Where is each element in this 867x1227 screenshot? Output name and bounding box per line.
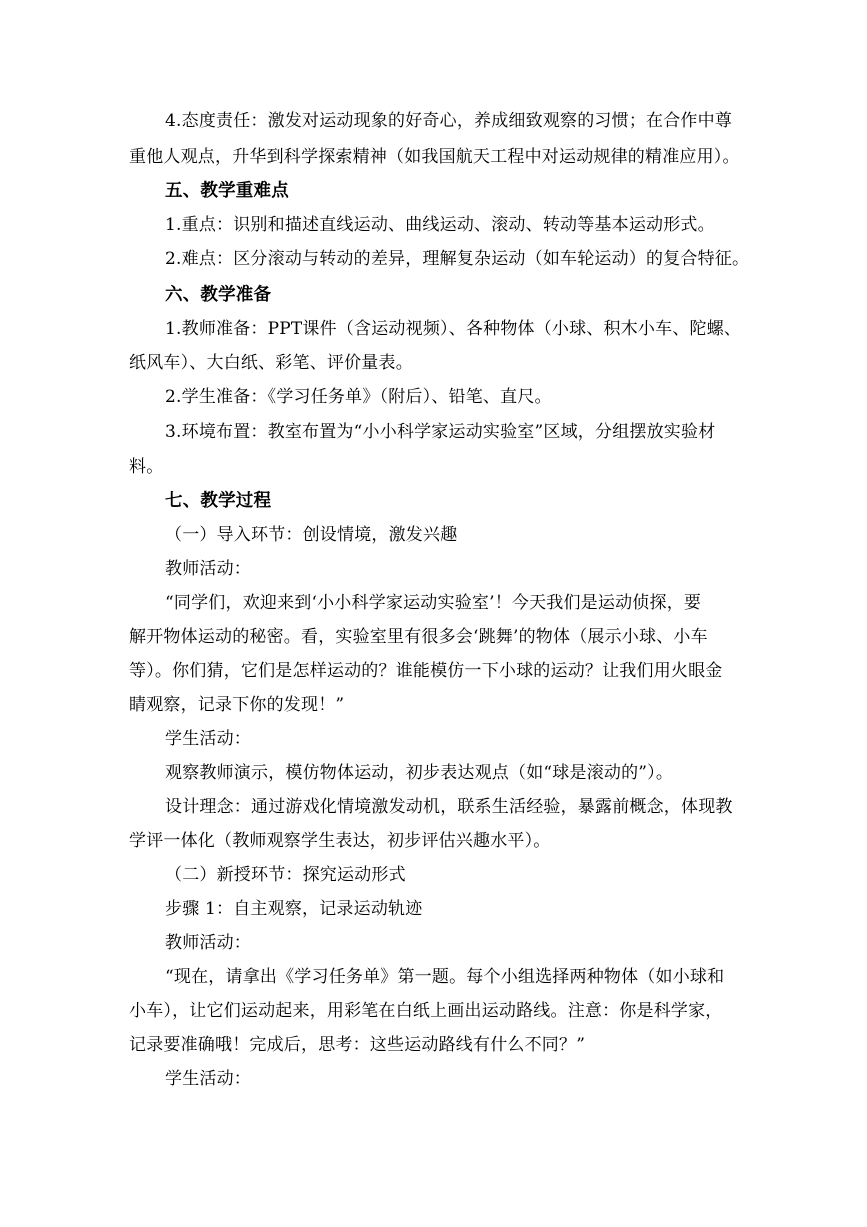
- subheading-introduction: （一）导入环节：创设情境，激发兴趣: [165, 525, 458, 545]
- teacher-instruction-line-3: 记录要准确哦！完成后，思考：这些运动路线有什么不同？”: [129, 1035, 586, 1055]
- teacher-preparation-line-1: 1.教师准备：PPT课件（含运动视频）、各种物体（小球、积木小车、陀螺、: [165, 319, 742, 339]
- label-teacher-activity-2: 教师活动：: [165, 933, 251, 953]
- design-rationale-line-2: 学评一体化（教师观察学生表达，初步评估兴趣水平）。: [129, 831, 551, 851]
- environment-line-2: 料。: [129, 457, 164, 477]
- student-preparation-item: 2.学生准备：《学习任务单》（附后）、铅笔、直尺。: [165, 387, 552, 407]
- paragraph-attitude-line-2: 重他人观点，升华到科学探索精神（如我国航天工程中对运动规律的精准应用）。: [129, 147, 740, 167]
- teacher-speech-line-4: 睛观察，记录下你的发现！”: [129, 695, 345, 715]
- section-heading-key-points: 五、教学重难点: [165, 181, 289, 201]
- teacher-speech-line-3: 等）。你们猜，它们是怎样运动的？谁能模仿一下小球的运动？让我们用火眼金: [129, 661, 723, 681]
- design-rationale-line-1: 设计理念：通过游戏化情境激发动机，联系生活经验，暴露前概念，体现教: [165, 797, 733, 817]
- environment-line-1: 3.环境布置：教室布置为“小小科学家运动实验室”区域，分组摆放实验材: [165, 422, 716, 442]
- paragraph-attitude-line-1: 4.态度责任：激发对运动现象的好奇心，养成细致观察的习惯；在合作中尊: [165, 111, 733, 131]
- teacher-speech-line-2: 解开物体运动的秘密。看，实验室里有很多会‘跳舞’的物体（展示小球、小车: [129, 627, 708, 647]
- teacher-speech-line-1: “同学们，欢迎来到‘小小科学家运动实验室’！今天我们是运动侦探，要: [165, 593, 702, 613]
- label-student-activity: 学生活动：: [165, 729, 251, 749]
- teacher-preparation-line-2: 纸风车）、大白纸、彩笔、评价量表。: [129, 353, 413, 373]
- teacher-instruction-line-1: “现在，请拿出《学习任务单》第一题。每个小组选择两种物体（如小球和: [165, 967, 725, 987]
- subheading-new-lesson: （二）新授环节：探究运动形式: [165, 865, 406, 885]
- teacher-instruction-line-2: 小车），让它们运动起来，用彩笔在白纸上画出运动路线。注意：你是科学家，: [129, 1001, 723, 1021]
- student-activity-text: 观察教师演示，模仿物体运动，初步表达观点（如“球是滚动的”）。: [165, 763, 674, 783]
- label-teacher-activity: 教师活动：: [165, 559, 251, 579]
- section-heading-process: 七、教学过程: [165, 491, 272, 511]
- section-heading-preparation: 六、教学准备: [165, 285, 272, 305]
- difficulty-item: 2.难点：区分滚动与转动的差异，理解复杂运动（如车轮运动）的复合特征。: [165, 249, 750, 269]
- key-point-item: 1.重点：识别和描述直线运动、曲线运动、滚动、转动等基本运动形式。: [165, 215, 715, 235]
- step-1-heading: 步骤 1：自主观察，记录运动轨迹: [165, 899, 423, 919]
- label-student-activity-2: 学生活动：: [165, 1069, 251, 1089]
